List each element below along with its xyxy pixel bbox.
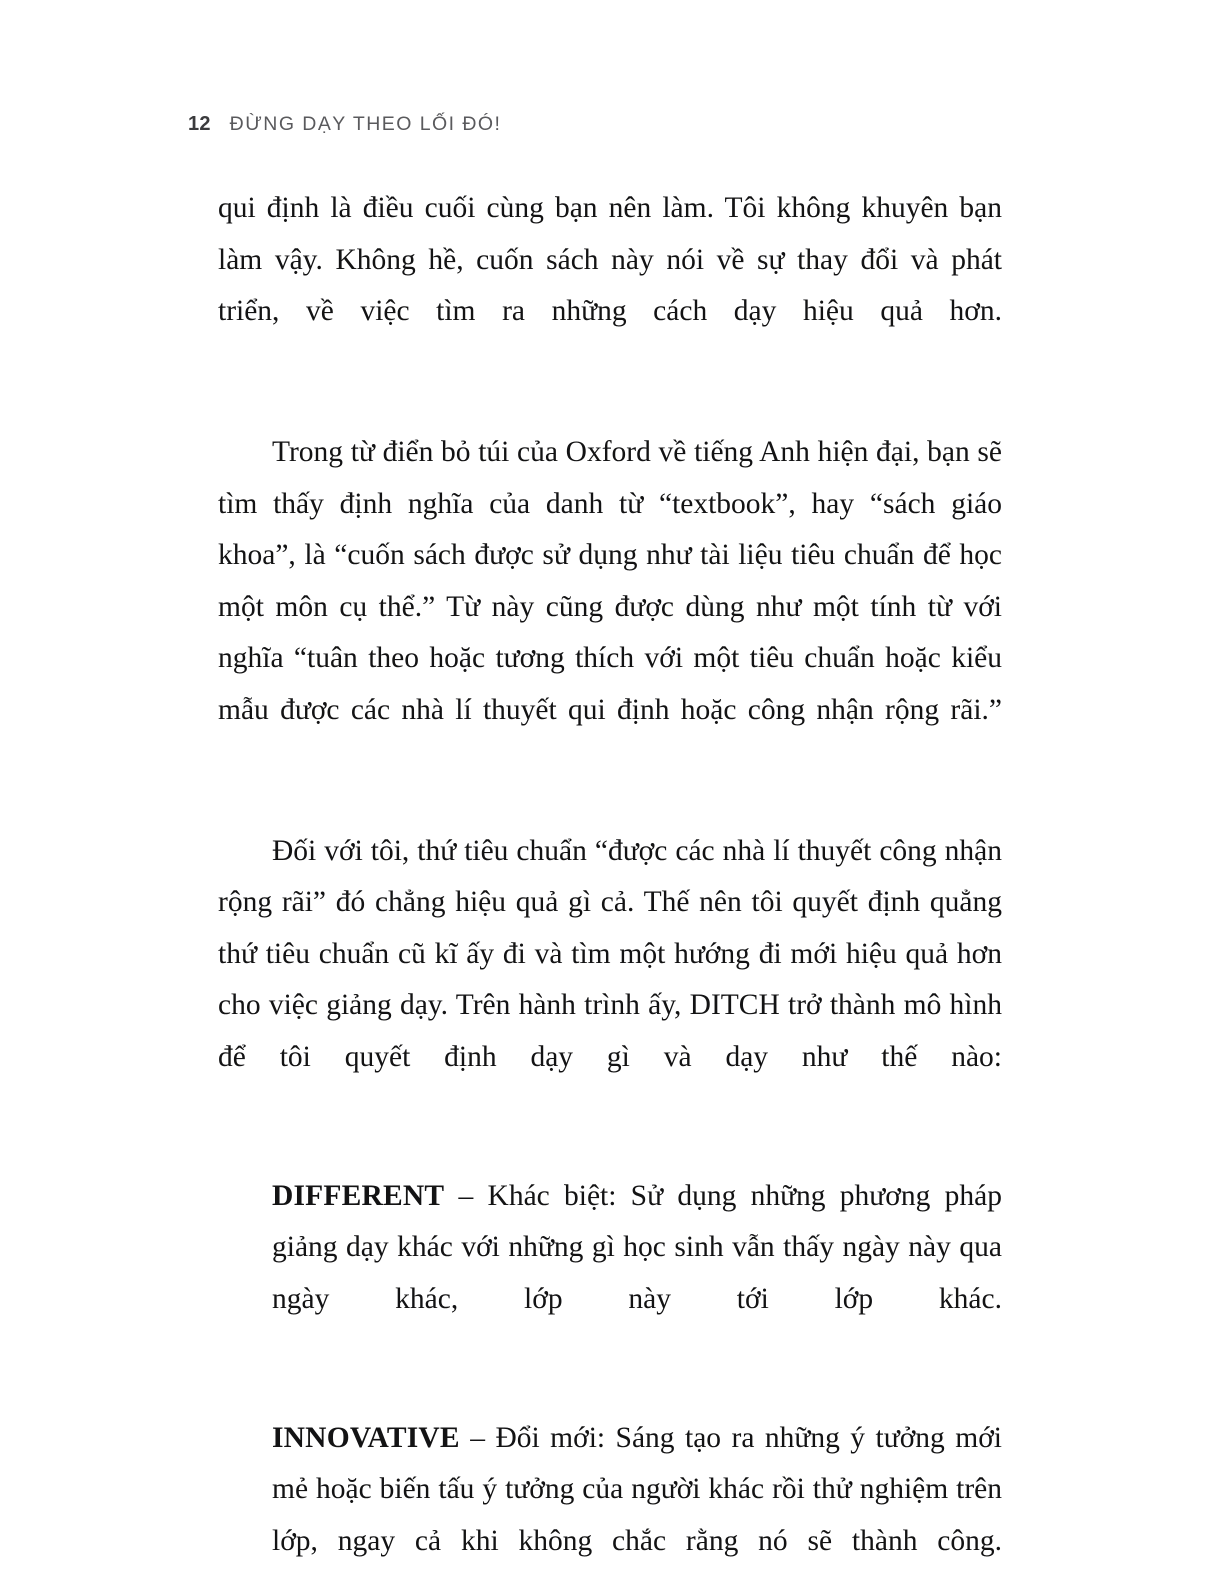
paragraph-1: qui định là điều cuối cùng bạn nên làm. Tôi không khuyên bạn làm vậy. Không hề, cuốn sách này nói về sự thay đổi và phát triển, về việc tìm ra những cách dạy hiệu quả hơn. xyxy=(218,192,1002,327)
definition-paragraph xyxy=(272,1171,1002,1377)
definition-term: INNOVATIVE xyxy=(272,1421,460,1454)
definition-block-different xyxy=(272,1171,1002,1377)
definition-text: – Khác biệt: Sử dụng những phương pháp giảng dạy khác với những gì học sinh vẫn thấy ngày này qua ngày khác, lớp này tới lớp khác. xyxy=(272,1179,1002,1315)
running-header xyxy=(188,113,501,136)
definition-text: – Đổi mới: Sáng tạo ra những ý tưởng mới mẻ hoặc biến tấu ý tưởng của người khác rồi thử nghiệm trên lớp, ngay cả khi không chắc rằng nó sẽ thành công. xyxy=(272,1421,1002,1557)
definition-block-innovative xyxy=(272,1413,1002,1584)
paragraph-2: Trong từ điển bỏ túi của Oxford về tiếng Anh hiện đại, bạn sẽ tìm thấy định nghĩa của danh từ “textbook”, hay “sách giáo khoa”, là “cuốn sách được sử dụng như tài liệu tiêu chuẩn để học một môn cụ thể.” Từ này cũng được dùng như một tính từ với nghĩa “tuân theo hoặc tương thích với một tiêu chuẩn hoặc kiểu mẫu được các nhà lí thuyết qui định hoặc công nhận rộng rãi.” xyxy=(218,436,1002,726)
definition-term: DIFFERENT xyxy=(272,1179,445,1212)
definition-paragraph xyxy=(272,1413,1002,1584)
running-header-title: ĐỪNG DẠY THEO LỐI ĐÓ! xyxy=(229,113,502,135)
paragraph-3: Đối với tôi, thứ tiêu chuẩn “được các nhà lí thuyết công nhận rộng rãi” đó chẳng hiệu quả gì cả. Thế nên tôi quyết định quẳng thứ tiêu chuẩn cũ kĩ ấy đi và tìm một hướng đi mới hiệu quả hơn cho việc giảng dạy. Trên hành trình ấy, DITCH trở thành mô hình để tôi quyết định dạy gì và dạy như thế nào: xyxy=(218,834,1002,1073)
text-column xyxy=(218,183,1002,1584)
page-number: 12 xyxy=(188,113,211,135)
